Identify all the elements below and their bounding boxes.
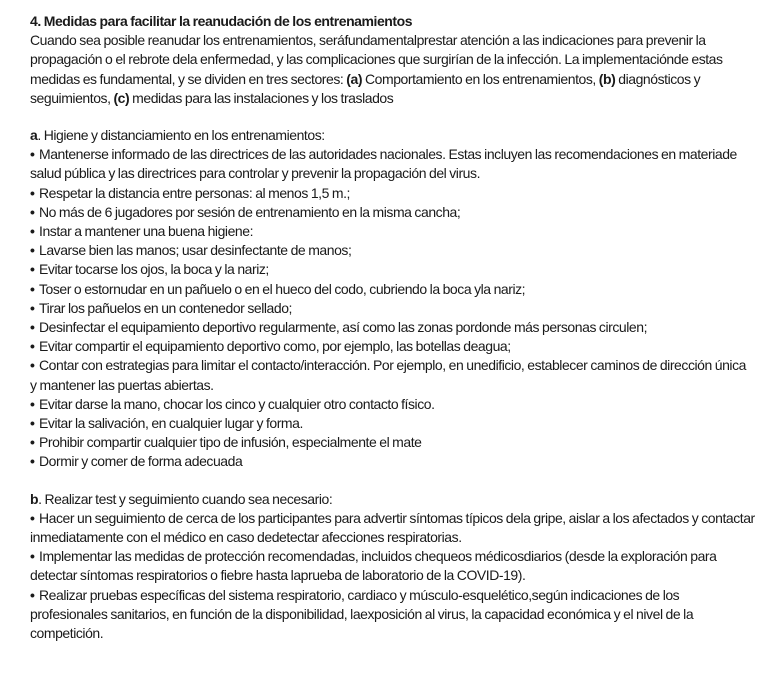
intro-text-4: medidas para las instalaciones y los traslados <box>129 89 394 106</box>
list-item <box>30 203 755 222</box>
list-item-text: Prohibir compartir cualquier tipo de infusión, especialmente el mate <box>39 434 422 451</box>
list-item-text: Instar a mantener una buena higiene: <box>39 223 254 240</box>
intro-text-1: Cuando sea posible reanudar los entrenamientos, seráfundamentalprestar atención a las indicaciones para prevenir la propagación o el rebrote dela enfermedad, y las complicaciones que surgirían de la infección. La implementaciónde estas medidas es fundamental, y se dividen en tres sectores: <box>30 32 723 87</box>
bullet-icon: • <box>30 453 35 470</box>
subsection-b-title: . Realizar test y seguimiento cuando sea necesario: <box>38 490 333 507</box>
list-item <box>30 547 755 585</box>
bullet-icon: • <box>30 548 35 565</box>
list-item-text: Toser o estornudar en un pañuelo o en el hueco del codo, cubriendo la boca yla nariz; <box>39 280 526 297</box>
bullet-icon: • <box>30 509 35 526</box>
list-item <box>30 299 755 318</box>
list-item <box>30 509 755 547</box>
subsection-a-letter: a <box>30 127 38 144</box>
section-title-text: Medidas para facilitar la reanudación de los entrenamientos <box>43 13 413 29</box>
list-item-text: Respetar la distancia entre personas: al menos 1,5 m.; <box>39 184 350 201</box>
list-item <box>30 280 755 299</box>
intro-letter-a: (a) <box>346 70 363 87</box>
bullet-icon: • <box>30 586 35 603</box>
list-item-text: Evitar la salivación, en cualquier lugar y forma. <box>39 415 303 432</box>
intro-paragraph <box>30 31 755 108</box>
bullet-icon: • <box>30 223 35 240</box>
bullet-icon: • <box>30 338 35 355</box>
list-item <box>30 356 755 394</box>
list-item <box>30 586 755 644</box>
list-item-text: No más de 6 jugadores por sesión de entrenamiento en la misma cancha; <box>39 203 461 220</box>
subsection-a-heading <box>30 126 755 145</box>
list-item <box>30 433 755 452</box>
bullet-icon: • <box>30 261 35 278</box>
list-item <box>30 395 755 414</box>
list-item <box>30 241 755 260</box>
list-item <box>30 260 755 279</box>
document-page <box>30 12 755 643</box>
list-item-text: Implementar las medidas de protección recomendadas, incluidos chequeos médicosdiarios (desde la exploración para detectar síntomas respiratorios o fiebre hasta laprueba de laboratorio de la COVID-19). <box>30 548 717 584</box>
list-item <box>30 184 755 203</box>
bullet-icon: • <box>30 184 35 201</box>
list-item <box>30 222 755 241</box>
bullet-icon: • <box>30 203 35 220</box>
bullet-icon: • <box>30 280 35 297</box>
list-item-text: Mantenerse informado de las directrices de las autoridades nacionales. Estas incluyen las recomendaciones en materiade salud pública y las directrices para controlar y prevenir la propagación del virus. <box>30 146 737 182</box>
intro-letter-b: (b) <box>598 70 616 87</box>
intro-text-2: Comportamiento en los entrenamientos, <box>362 70 599 87</box>
list-item-text: Realizar pruebas específicas del sistema respiratorio, cardiaco y músculo-esquelético,según indicaciones de los profesionales sanitarios, en función de la disponibilidad, laexposición al virus, la capacidad económica y el nivel de la competición. <box>30 586 694 642</box>
list-item <box>30 337 755 356</box>
bullet-icon: • <box>30 319 35 336</box>
list-item-text: Desinfectar el equipamiento deportivo regularmente, así como las zonas pordonde más personas circulen; <box>39 319 648 336</box>
list-item-text: Dormir y comer de forma adecuada <box>39 453 243 470</box>
subsection-b-heading <box>30 490 755 509</box>
list-item-text: Evitar tocarse los ojos, la boca y la nariz; <box>39 261 269 278</box>
list-item-text: Evitar darse la mano, chocar los cinco y cualquier otro contacto físico. <box>39 395 435 412</box>
bullet-icon: • <box>30 299 35 316</box>
list-item <box>30 452 755 471</box>
list-item-text: Tirar los pañuelos en un contenedor sellado; <box>39 299 292 316</box>
bullet-icon: • <box>30 357 35 374</box>
intro-text-3: diagnósticos y seguimientos, <box>30 70 701 106</box>
section-number: 4. <box>30 13 41 29</box>
bullet-icon: • <box>30 242 35 259</box>
bullet-icon: • <box>30 434 35 451</box>
subsection-a-title: . Higiene y distanciamiento en los entrenamientos: <box>37 127 325 144</box>
list-item <box>30 414 755 433</box>
bullet-icon: • <box>30 415 35 432</box>
list-item-text: Evitar compartir el equipamiento deportivo como, por ejemplo, las botellas deagua; <box>39 338 511 355</box>
list-item-text: Hacer un seguimiento de cerca de los participantes para advertir síntomas típicos dela gripe, aislar a los afectados y contactar inmediatamente con el médico en caso dedetectar afecciones respiratorias. <box>30 509 755 546</box>
intro-letter-c: (c) <box>113 89 130 106</box>
bullet-icon: • <box>30 395 35 412</box>
subsection-b-letter: b <box>30 490 39 507</box>
bullet-icon: • <box>30 146 35 163</box>
list-item-text: Contar con estrategias para limitar el contacto/interacción. Por ejemplo, en unedificio, establecer caminos de dirección única y mantener las puertas abiertas. <box>30 357 746 393</box>
section-title <box>30 12 755 31</box>
subsection-b-list <box>30 509 755 643</box>
list-item-text: Lavarse bien las manos; usar desinfectante de manos; <box>39 242 352 259</box>
subsection-a-list <box>30 145 755 471</box>
list-item <box>30 145 755 183</box>
list-item <box>30 318 755 337</box>
